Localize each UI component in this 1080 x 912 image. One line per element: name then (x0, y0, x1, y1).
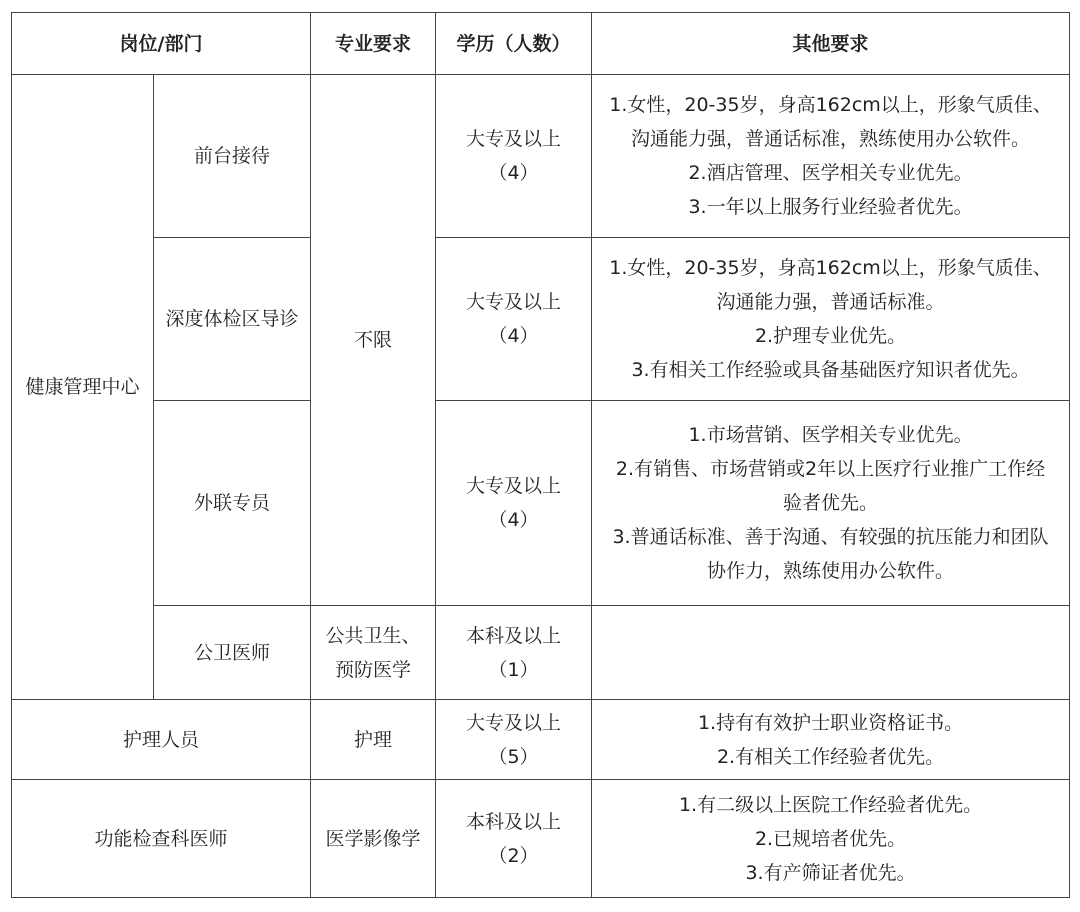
requirement-line: 3.普通话标准、善于沟通、有较强的抗压能力和团队 (612, 526, 1049, 548)
header-other: 其他要求 (592, 13, 1070, 75)
header-major: 专业要求 (311, 13, 436, 75)
recruitment-table-container (11, 12, 1070, 898)
education-cell (436, 780, 592, 898)
table-row (12, 780, 1070, 898)
table-row (12, 238, 1070, 401)
major-line: 公共卫生、 (325, 624, 421, 647)
header-position: 岗位/部门 (12, 13, 311, 75)
requirement-line: 2.已规培者优先。 (754, 827, 907, 850)
education-level: 大专及以上 (466, 711, 562, 734)
education-cell (436, 238, 592, 401)
requirement-line: 2.有相关工作经验者优先。 (716, 745, 945, 768)
other-requirements-cell (592, 780, 1070, 898)
requirement-line: 2.有销售、市场营销或2年以上医疗行业推广工作经 (615, 458, 1046, 480)
table-row (12, 606, 1070, 700)
requirement-line: 协作力，熟练使用办公软件。 (707, 560, 955, 582)
table-row (12, 401, 1070, 606)
education-level: 本科及以上 (466, 624, 562, 647)
major-cell: 医学影像学 (311, 780, 436, 898)
other-requirements-cell (592, 238, 1070, 401)
recruitment-table (11, 12, 1070, 898)
requirement-line: 1.女性，20-35岁，身高162cm以上，形象气质佳、 (609, 257, 1052, 279)
other-requirements-cell (592, 401, 1070, 606)
position-cell: 护理人员 (12, 700, 311, 780)
table-row (12, 75, 1070, 238)
education-level: 大专及以上 (466, 291, 562, 313)
other-requirements-cell (592, 700, 1070, 780)
requirement-line: 3.有产筛证者优先。 (745, 861, 916, 884)
headcount: （4） (488, 162, 539, 184)
headcount: （4） (488, 509, 539, 531)
major-cell: 护理 (311, 700, 436, 780)
position-cell: 深度体检区导诊 (154, 238, 311, 401)
requirement-line: 沟通能力强，普通话标准。 (716, 291, 945, 313)
education-cell (436, 401, 592, 606)
education-cell (436, 75, 592, 238)
header-row (12, 13, 1070, 75)
requirement-line: 2.护理专业优先。 (754, 325, 907, 347)
other-requirements-cell (592, 606, 1070, 700)
requirement-line: 3.一年以上服务行业经验者优先。 (688, 196, 973, 218)
major-line: 预防医学 (335, 658, 412, 681)
requirement-line: 1.持有有效护士职业资格证书。 (697, 711, 964, 734)
headcount: （4） (488, 325, 539, 347)
requirement-line: 沟通能力强，普通话标准，熟练使用办公软件。 (631, 128, 1031, 150)
requirement-line: 1.有二级以上医院工作经验者优先。 (678, 793, 983, 816)
position-cell: 公卫医师 (154, 606, 311, 700)
other-requirements-cell (592, 75, 1070, 238)
position-cell: 外联专员 (154, 401, 311, 606)
headcount: （5） (488, 745, 539, 768)
education-level: 大专及以上 (466, 475, 562, 497)
position-cell: 前台接待 (154, 75, 311, 238)
requirement-line: 2.酒店管理、医学相关专业优先。 (688, 162, 973, 184)
requirement-line: 验者优先。 (783, 492, 879, 514)
education-level: 大专及以上 (466, 128, 562, 150)
major-cell (311, 606, 436, 700)
shared-major-cell: 不限 (311, 75, 436, 606)
education-cell (436, 700, 592, 780)
requirement-line: 1.市场营销、医学相关专业优先。 (688, 424, 973, 446)
table-row (12, 700, 1070, 780)
requirement-line: 1.女性，20-35岁，身高162cm以上，形象气质佳、 (609, 94, 1052, 116)
department-health-management: 健康管理中心 (12, 75, 154, 700)
education-level: 本科及以上 (466, 810, 562, 833)
headcount: （2） (488, 844, 539, 867)
requirement-line: 3.有相关工作经验或具备基础医疗知识者优先。 (631, 359, 1030, 381)
position-cell: 功能检查科医师 (12, 780, 311, 898)
headcount: （1） (488, 658, 539, 681)
education-cell (436, 606, 592, 700)
header-education: 学历（人数） (436, 13, 592, 75)
